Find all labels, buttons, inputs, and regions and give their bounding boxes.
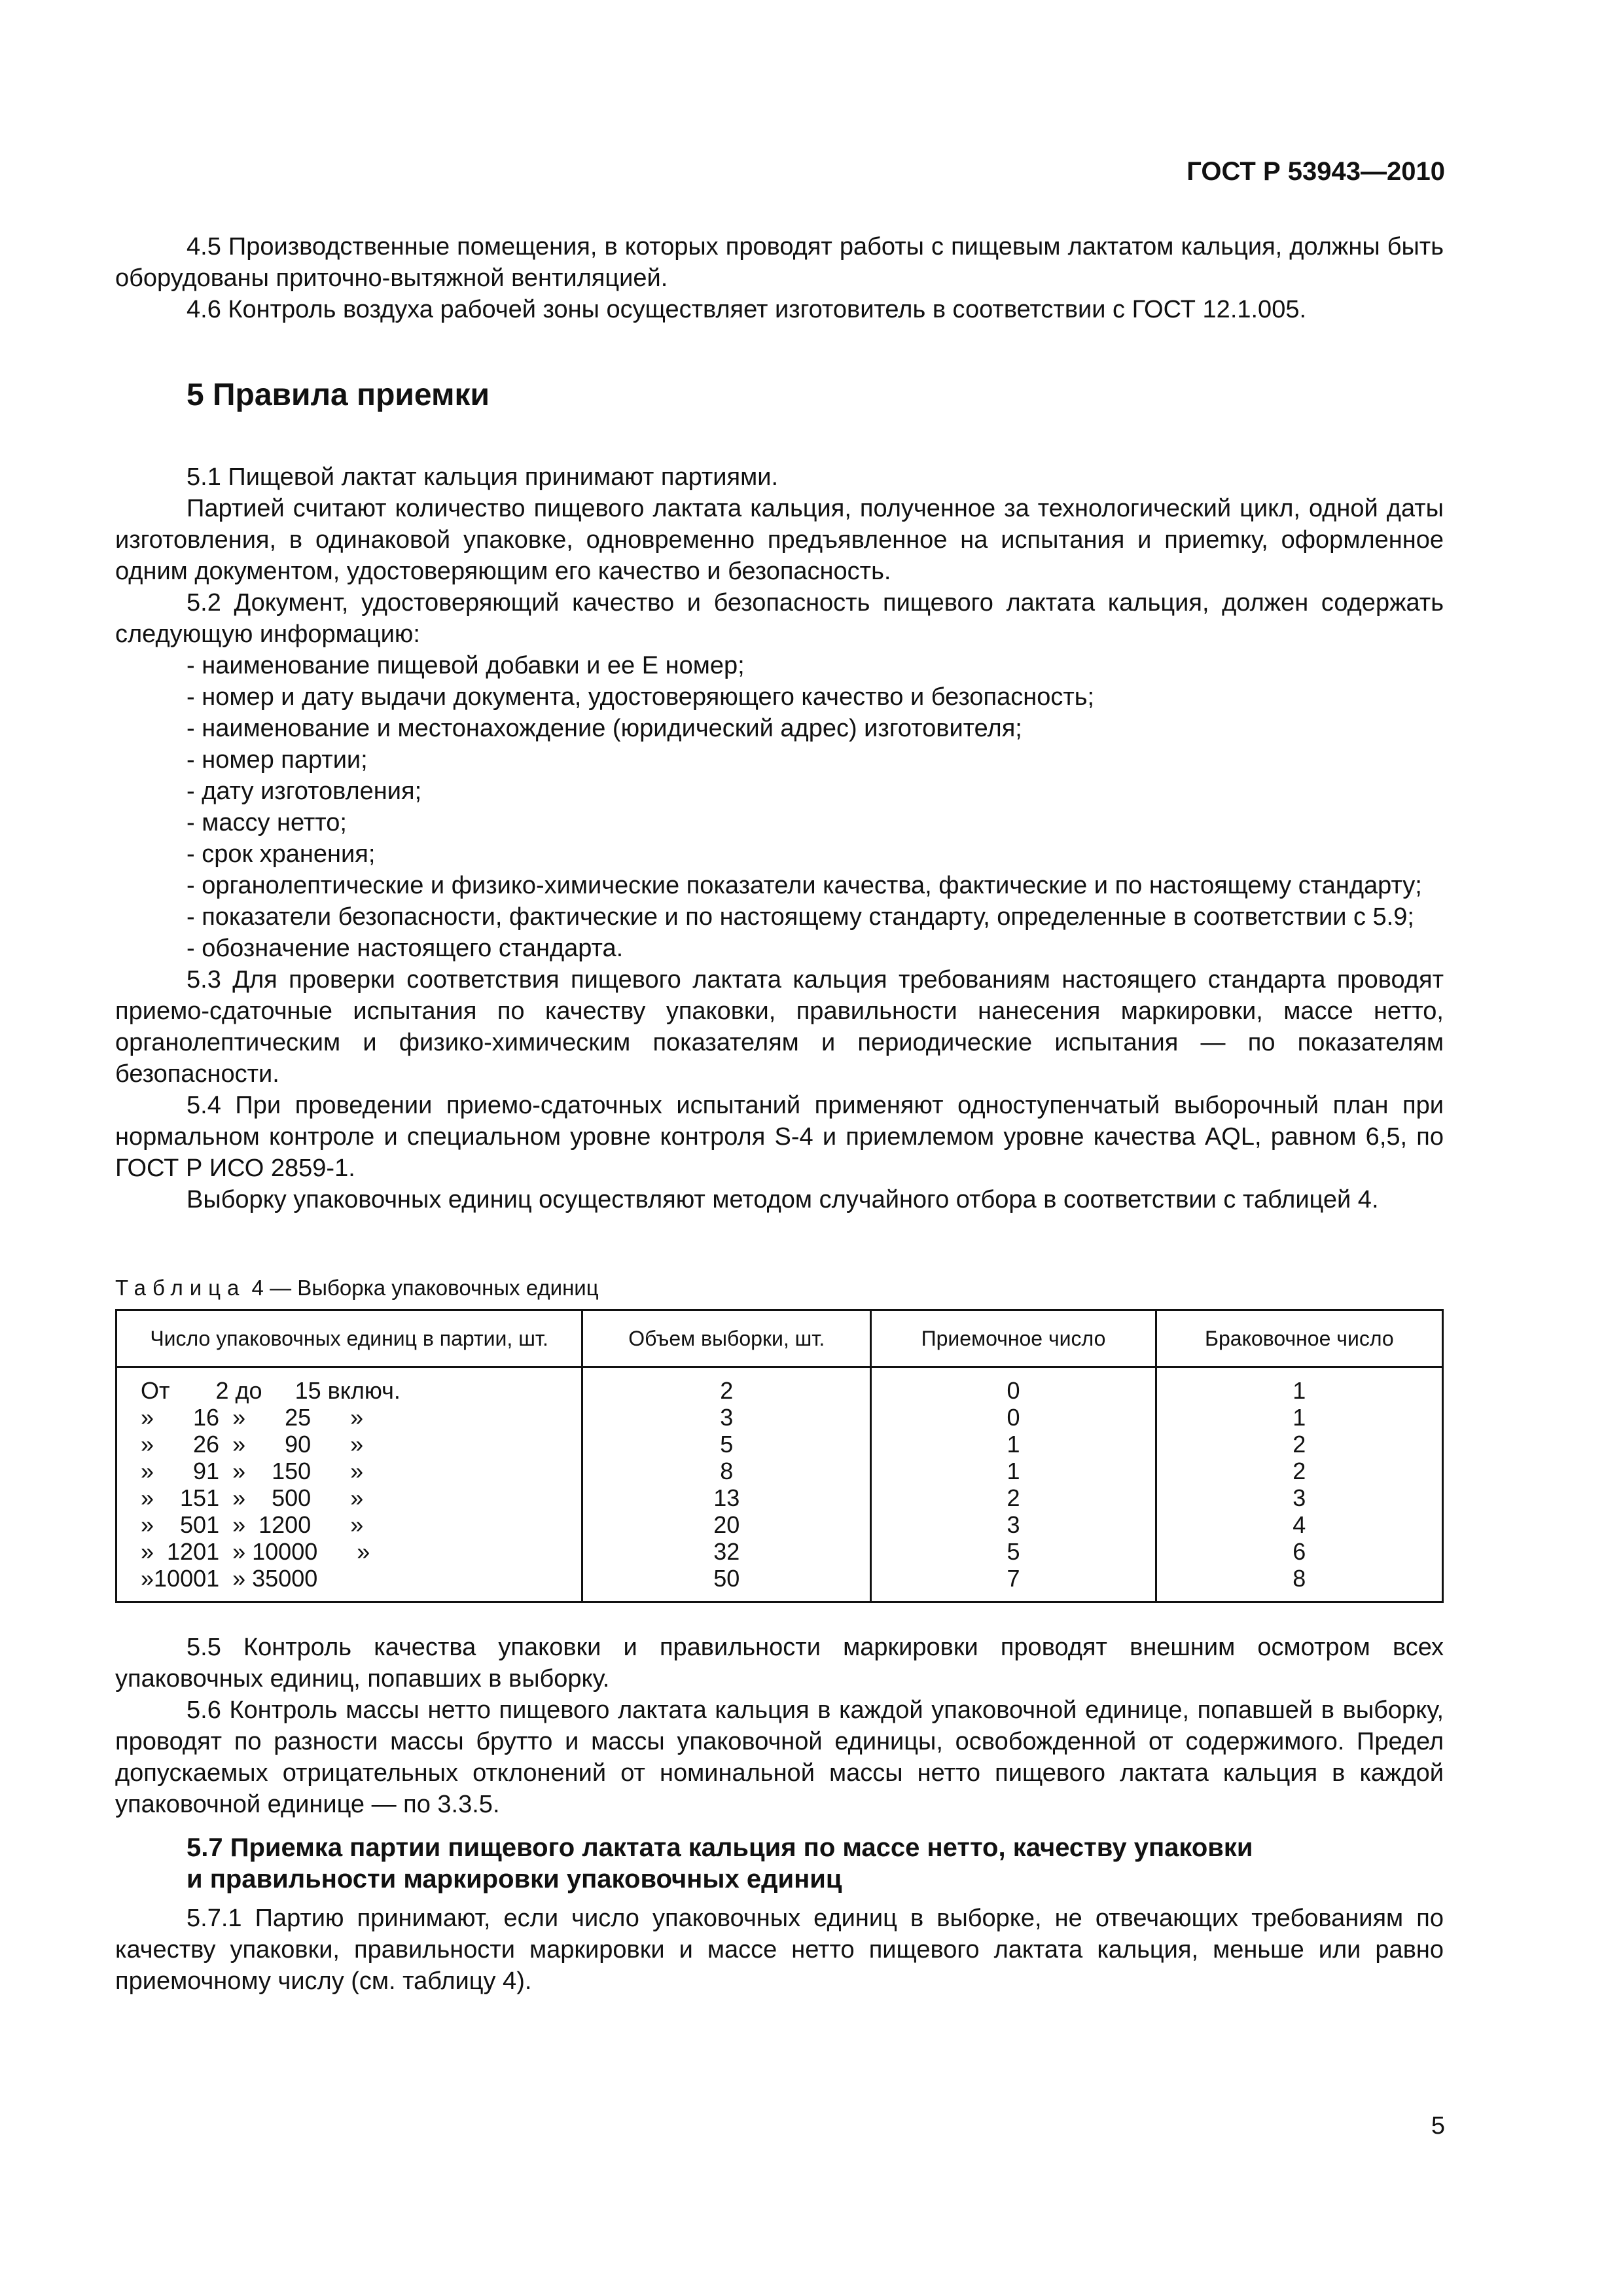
paragraph-5-1: 5.1 Пищевой лактат кальция принимают партиями.: [187, 463, 779, 491]
document-header: ГОСТ Р 53943—2010: [1186, 157, 1445, 186]
table-row: [116, 1565, 1443, 1602]
cell-lot-size: » 91 » 150 »: [116, 1458, 582, 1484]
table-row: [116, 1484, 1443, 1511]
cell-acceptance-number: 2: [871, 1484, 1156, 1511]
list-item: - органолептические и физико-химические показатели качества, фактические и по настоящему стандарту;: [187, 872, 1422, 899]
column-header-sample-size: Объем выборки, шт.: [582, 1310, 871, 1367]
section-5-7-title-line: и правильности маркировки упаковочных единиц: [187, 1865, 842, 1893]
table-4-caption: [115, 1275, 1444, 1301]
cell-acceptance-number: 0: [871, 1404, 1156, 1431]
paragraph-5-5: 5.5 Контроль качества упаковки и правильности маркировки проводят внешним осмотром всех упаковочных единиц, попавших в выборку.: [115, 1634, 1444, 1693]
cell-rejection-number: 3: [1156, 1484, 1442, 1511]
cell-lot-size: » 1201 » 10000 »: [116, 1538, 582, 1565]
table-4: [115, 1309, 1444, 1603]
paragraph-5-7-1: 5.7.1 Партию принимают, если число упаковочных единиц в выборке, не отвечающих требованиям по качеству упаковки, правильности маркировки и массе нетто пищевого лактата кальция, меньше или равно приемочному числу (см. таблицу 4).: [115, 1905, 1444, 1995]
list-item: - массу нетто;: [187, 809, 347, 836]
table-row: [116, 1511, 1443, 1538]
cell-rejection-number: 1: [1156, 1404, 1442, 1431]
list-item: - срок хранения;: [187, 840, 376, 868]
list-item: - дату изготовления;: [187, 778, 422, 805]
cell-lot-size: » 16 » 25 »: [116, 1404, 582, 1431]
column-header-lot-size: Число упаковочных единиц в партии, шт.: [116, 1310, 582, 1367]
cell-sample-size: 32: [582, 1538, 871, 1565]
table-row: [116, 1367, 1443, 1405]
list-item: - номер партии;: [187, 746, 368, 774]
cell-lot-size: » 151 » 500 »: [116, 1484, 582, 1511]
section-5-7-title: [115, 1832, 1444, 1895]
table-row: [116, 1458, 1443, 1484]
post-table-section: [115, 1632, 1444, 1997]
paragraph-5-3: 5.3 Для проверки соответствия пищевого лактата кальция требованиям настоящего стандарта проводят приемо-сдаточные испытания по качеству упаковки, правильности нанесения маркировки, массе нетто, органолептическим и физико-химическим показателям и периодические испытания — по показателям безопасности.: [115, 966, 1444, 1088]
cell-rejection-number: 6: [1156, 1538, 1442, 1565]
table-header-row: [116, 1310, 1443, 1367]
table-row: [116, 1431, 1443, 1458]
paragraph-4-6: 4.6 Контроль воздуха рабочей зоны осуществляет изготовитель в соответствии с ГОСТ 12.1.005.: [187, 296, 1307, 323]
column-header-rejection-number: Браковочное число: [1156, 1310, 1442, 1367]
cell-acceptance-number: 3: [871, 1511, 1156, 1538]
cell-sample-size: 2: [582, 1367, 871, 1405]
section-5-7-title-line: 5.7 Приемка партии пищевого лактата кальция по массе нетто, качеству упаковки: [187, 1833, 1253, 1862]
cell-sample-size: 5: [582, 1431, 871, 1458]
cell-acceptance-number: 7: [871, 1565, 1156, 1602]
document-requirements-list: [115, 650, 1444, 964]
cell-sample-size: 8: [582, 1458, 871, 1484]
paragraph-5-6: 5.6 Контроль массы нетто пищевого лактата кальция в каждой упаковочной единице, попавшей в выборку, проводят по разности массы брутто и массы упаковочной единицы, освобожденной от содержимого. Предел допускаемых отрицательных отклонений от номинальной массы нетто пищевого лактата кальция в каждой упаковочной единице — по 3.3.5.: [115, 1696, 1444, 1818]
page-content: [115, 231, 1444, 1997]
cell-acceptance-number: 5: [871, 1538, 1156, 1565]
column-header-acceptance-number: Приемочное число: [871, 1310, 1156, 1367]
cell-rejection-number: 2: [1156, 1458, 1442, 1484]
paragraph-5-4: 5.4 При проведении приемо-сдаточных испытаний применяют одноступенчатый выборочный план при нормальном контроле и специальном уровне контроля S-4 и приемлемом уровне качества AQL, равном 6,5, по ГОСТ Р ИСО 2859-1.: [115, 1092, 1444, 1182]
paragraph-5-2: 5.2 Документ, удостоверяющий качество и безопасность пищевого лактата кальция, должен содержать следующую информацию:: [115, 589, 1444, 648]
cell-sample-size: 20: [582, 1511, 871, 1538]
paragraph-4-5: 4.5 Производственные помещения, в которых проводят работы с пищевым лактатом кальция, должны быть оборудованы приточно-вытяжной вентиляцией.: [115, 233, 1444, 292]
table-row: [116, 1404, 1443, 1431]
cell-rejection-number: 1: [1156, 1367, 1442, 1405]
section-5-title: 5 Правила приемки: [187, 378, 490, 412]
cell-sample-size: 3: [582, 1404, 871, 1431]
cell-acceptance-number: 0: [871, 1367, 1156, 1405]
paragraph-5-1-lot-definition: Партией считают количество пищевого лактата кальция, полученное за технологический цикл, одной даты изготовления, в одинаковой упаковке, одновременно предъявленное на испытания и приemку, оформленное одним документом, удостоверяющим его качество и безопасность.: [115, 495, 1444, 585]
table-row: [116, 1538, 1443, 1565]
cell-rejection-number: 4: [1156, 1511, 1442, 1538]
cell-lot-size: »10001 » 35000: [116, 1565, 582, 1602]
list-item: - обозначение настоящего стандарта.: [187, 935, 624, 962]
cell-lot-size: От 2 до 15 включ.: [116, 1367, 582, 1405]
list-item: - наименование пищевой добавки и ее Е номер;: [187, 652, 745, 679]
cell-rejection-number: 8: [1156, 1565, 1442, 1602]
paragraph-5-4-sampling: Выборку упаковочных единиц осуществляют методом случайного отбора в соответствии с таблицей 4.: [187, 1186, 1379, 1213]
list-item: - наименование и местонахождение (юридический адрес) изготовителя;: [187, 715, 1022, 742]
cell-sample-size: 50: [582, 1565, 871, 1602]
cell-acceptance-number: 1: [871, 1458, 1156, 1484]
table-caption-text: 4 — Выборка упаковочных единиц: [245, 1276, 599, 1300]
list-item: - показатели безопасности, фактические и по настоящему стандарту, определенные в соответствии с 5.9;: [187, 903, 1414, 931]
page-number: 5: [1431, 2112, 1445, 2140]
cell-lot-size: » 26 » 90 »: [116, 1431, 582, 1458]
cell-sample-size: 13: [582, 1484, 871, 1511]
table-caption-label: Таблица: [115, 1276, 246, 1300]
cell-acceptance-number: 1: [871, 1431, 1156, 1458]
cell-rejection-number: 2: [1156, 1431, 1442, 1458]
cell-lot-size: » 501 » 1200 »: [116, 1511, 582, 1538]
list-item: - номер и дату выдачи документа, удостоверяющего качество и безопасность;: [187, 683, 1095, 711]
